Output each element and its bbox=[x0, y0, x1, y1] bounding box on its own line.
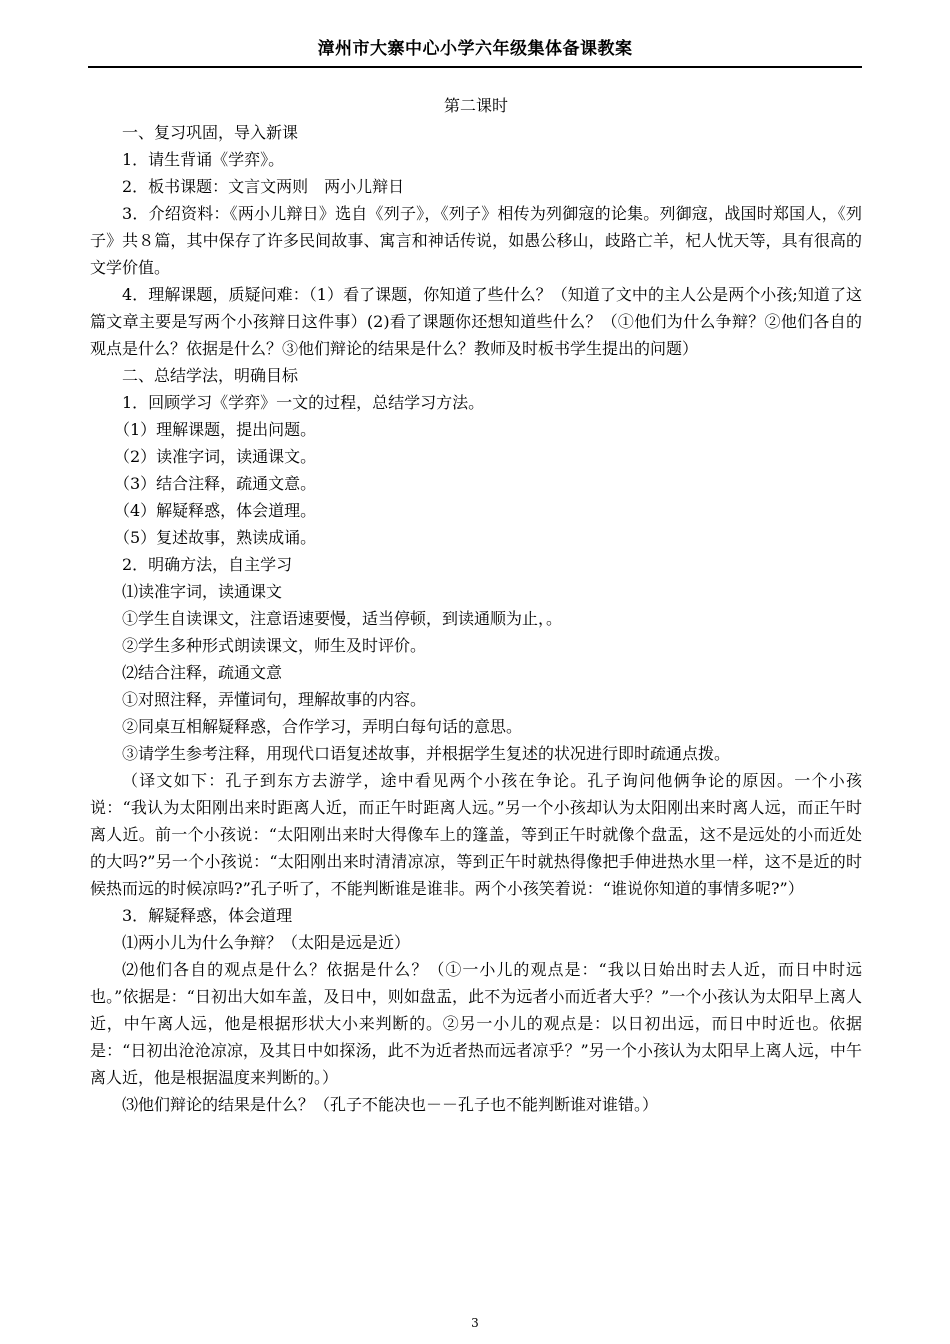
translation-paragraph: （译文如下：孔子到东方去游学，途中看见两个小孩在争论。孔子询问他俩争论的原因。一个小孩说：“我认为太阳刚出来时距离人近，而正午时距离人远。”另一个小孩却认为太阳刚出来时离人远，而正午时离人近。前一个小孩说：“太阳刚出来时大得像车上的篷盖，等到正午时就像个盘盂，这不是远处的小而近处的大吗?”另一个小孩说：“太阳刚出来时清清凉凉，等到正午时就热得像把手伸进热水里一样，这不是近的时候热而远的时候凉吗?”孔子听了，不能判断谁是谁非。两个小孩笑着说：“谁说你知道的事情多呢?”） bbox=[90, 771, 862, 898]
step-item: 2．板书课题：文言文两则 两小儿辩日 bbox=[122, 177, 405, 196]
sub-step-item: ⑶他们辩论的结果是什么？（孔子不能决也－－孔子也不能判断谁对谁错。） bbox=[122, 1095, 659, 1114]
step-item: 3．解疑释惑，体会道理 bbox=[122, 906, 293, 925]
lesson-title: 第二课时 bbox=[443, 96, 508, 115]
lesson-body bbox=[90, 92, 862, 1118]
document-header: 漳州市大寨中心小学六年级集体备课教案 bbox=[317, 39, 633, 59]
step-paragraph: 4．理解课题，质疑问难：（1）看了课题，你知道了些什么？（知道了文中的主人公是两个小孩;知道了这篇文章主要是写两个小孩辩日这件事）(2)看了课题你还想知道些什么？（①他们为什么争辩？②他们各自的观点是什么？依据是什么？③他们辩论的结果是什么？教师及时板书学生提出的问题） bbox=[90, 285, 862, 358]
analysis-paragraph: ⑵他们各自的观点是什么？依据是什么？（①一小儿的观点是：“我以日始出时去人近，而日中时远也。”依据是：“日初出大如车盖，及日中，则如盘盂，此不为远者小而近者大乎？”一个小孩认为太阳早上离人近，中午离人远，他是根据形状大小来判断的。②另一小儿的观点是：以日初出远，而日中时近也。依据是：“日初出沧沧凉凉，及其日中如探汤，此不为近者热而远者凉乎？”另一个小孩认为太阳早上离人远，中午离人近，他是根据温度来判断的。） bbox=[90, 960, 862, 1087]
sub-step-item: ⑴两小儿为什么争辩？（太阳是远是近） bbox=[122, 933, 411, 952]
step-paragraph: 3．介绍资料：《两小儿辩日》选自《列子》，《列子》相传为列御寇的论集。列御寇，战国时郑国人，《列子》共８篇，其中保存了许多民间故事、寓言和神话传说，如愚公移山，歧路亡羊，杞人忧天等，具有很高的文学价值。 bbox=[90, 204, 862, 277]
header-rule bbox=[88, 66, 862, 68]
step-item: 2．明确方法，自主学习 bbox=[122, 555, 293, 574]
sub-step-heading: ⑴读准字词，读通课文 bbox=[122, 582, 283, 601]
method-item: （2）读准字词，读通课文。 bbox=[114, 447, 317, 466]
step-item: 1．回顾学习《学弈》一文的过程，总结学习方法。 bbox=[122, 393, 485, 412]
step-item: 1．请生背诵《学弈》。 bbox=[122, 150, 285, 169]
page-number: 3 bbox=[471, 1316, 479, 1330]
sub-step-item: ①学生自读课文，注意语速要慢，适当停顿，到读通顺为止，。 bbox=[122, 609, 563, 628]
sub-step-item: ①对照注释，弄懂词句，理解故事的内容。 bbox=[122, 690, 427, 709]
method-item: （3）结合注释，疏通文意。 bbox=[114, 474, 317, 493]
sub-step-heading: ⑵结合注释，疏通文意 bbox=[122, 663, 283, 682]
sub-step-item: ②学生多种形式朗读课文，师生及时评价。 bbox=[122, 636, 427, 655]
sub-step-item: ③请学生参考注释，用现代口语复述故事，并根据学生复述的状况进行即时疏通点拨。 bbox=[122, 744, 731, 763]
sub-step-item: ②同桌互相解疑释惑，合作学习，弄明白每句话的意思。 bbox=[122, 717, 523, 736]
section-heading: 一、复习巩固，导入新课 bbox=[122, 123, 299, 142]
section-heading: 二、总结学法，明确目标 bbox=[122, 366, 299, 385]
method-item: （5）复述故事，熟读成诵。 bbox=[114, 528, 317, 547]
method-item: （4）解疑释惑，体会道理。 bbox=[114, 501, 317, 520]
method-item: （1）理解课题，提出问题。 bbox=[114, 420, 317, 439]
